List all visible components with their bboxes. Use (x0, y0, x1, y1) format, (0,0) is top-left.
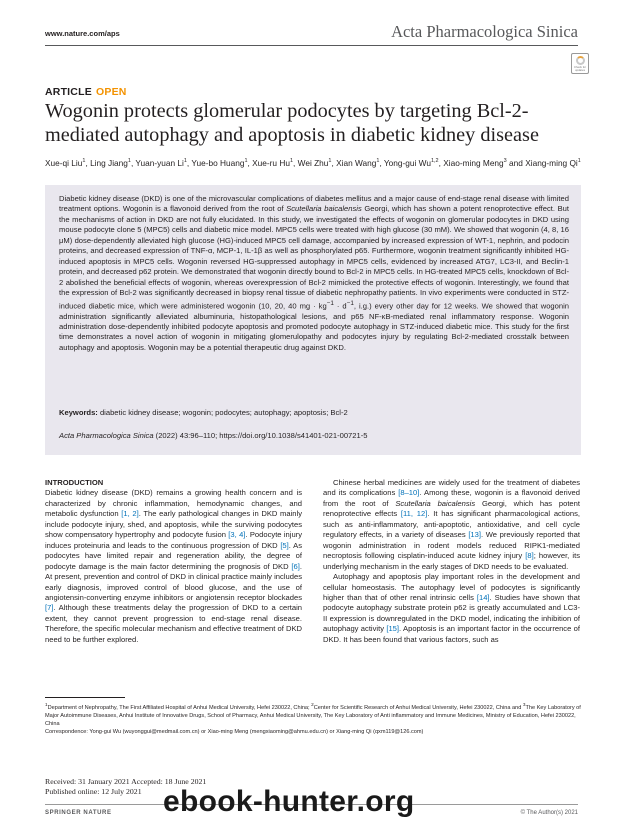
author-name[interactable]: Yuan-yuan Li (135, 157, 184, 168)
affiliations: $^1$Department of Nephropathy, The First Affiliated Hospital of Anhui Medical University, Hefei 230022, China; $^2$Center for Scientific Research of Anhui Medical University, Hefei 230022, China and $^3$The Key Laboratory of Major Autoimmune Diseases, Anhui Institute of Innovative Drugs, School of Pharmacy, Anhui Medical University, The Key Laboratory of Anti inflammatory and Immune Medicines, Ministry of Education, Hefei 230022, China (45, 702, 581, 728)
author-name[interactable]: Ling Jiang (90, 157, 128, 168)
keywords: Keywords: diabetic kidney disease; wogonin; podocytes; autophagy; apoptosis; Bcl-2 (59, 408, 348, 417)
intro-paragraph: Autophagy and apoptosis play important roles in the development and cellular homeostasis. The autophagy level of podocytes is significantly higher than that of other renal intrinsic cells [14]. Studies have shown that podocyte autophagy substrate protein p62 is greatly accumulated and LC3-II expression is downregulated in the DKD model, indicating the inhibition of autophagy activity [15]. Apoptosis is an important factor in the occurrence of DKD. It has been found that various factors, such as (323, 572, 580, 644)
published-online: Published online: 12 July 2021 (45, 786, 142, 796)
reference-link[interactable]: [14] (476, 592, 490, 602)
reference-link[interactable]: [15] (386, 624, 400, 634)
author-affiliation-marker: 1 (328, 158, 332, 164)
intro-left-column (45, 478, 302, 645)
intro-paragraph: Diabetic kidney disease (DKD) remains a growing health concern and is characterized by chronic inflammation, hemodynamic changes, and metabolic dysfunction [1, 2]. The early pathological changes in DKD mainly include podocyte injury, shed, and apoptosis, while the surviving podocytes show compensatory hypertrophy and podocyte fusion [3, 4]. Podocyte injury induces proteinuria and leads to the continuous progression of DKD [5]. As podocytes have limited repair and regeneration ability, the degree of podocyte damage is the main factor determining the prognosis of DKD [6]. At present, prevention and control of DKD in clinical practice mainly includes early diagnosis, improved control of blood glucose, and the use of angiotensin-converting enzyme inhibitors or angiotensin receptor blockades [7]. Although these treatments delay the progression of DKD to a certain extent, they cannot prevent progression to end-stage renal disease. Therefore, the specific molecular mechanism and effective treatment of DKD need to be further explored. (45, 488, 303, 644)
reference-link[interactable]: [8] (525, 551, 534, 561)
reference-link[interactable]: [7] (45, 603, 54, 613)
author-name[interactable]: Yong-gui Wu (383, 157, 431, 168)
author-affiliation-marker: 1 (82, 158, 86, 164)
author-affiliation-marker: 1 (577, 158, 581, 164)
author-affiliation-marker: 1 (376, 158, 380, 164)
check-for-updates-badge[interactable] (571, 53, 589, 74)
section-heading: INTRODUCTION (45, 478, 104, 487)
author-affiliation-marker: 3 (503, 158, 507, 164)
reference-link[interactable]: [5] (280, 540, 289, 550)
reference-link[interactable]: [1, 2] (121, 509, 139, 519)
reference-link[interactable]: [8–10] (398, 488, 420, 498)
publisher-logo: SPRINGER NATURE (45, 810, 112, 816)
citation[interactable]: Acta Pharmacologica Sinica (2022) 43:96–110; https://doi.org/10.1038/s41401-021-00721-5 (59, 431, 368, 440)
author-affiliation-marker: 1,2 (430, 158, 439, 164)
watermark: ebook-hunter.org (163, 785, 415, 818)
correspondence: Correspondence: Yong-gui Wu (wuyonggui@medmail.com.cn) or Xiao-ming Meng (mengxiaoming@ahmu.edu.cn) or Xiang-ming Qi (qxm119@126.com) (45, 729, 424, 735)
update-badge-label: Check for updates (574, 64, 586, 72)
author-affiliation-marker: 1 (183, 158, 187, 164)
abstract-text: Diabetic kidney disease (DKD) is one of the microvascular complications of diabetes mellitus and a major cause of end-stage renal disease with limited treatment options. Wogonin is a flavonoid derived from the root of Scutellaria baicalensis Georgi, which has shown a potent renoprotective effect. But the mechanisms of action in DKD are not fully elucidated. In this study, we investigated the effects of wogonin on glomerular podocytes in DKD using mouse podocyte clone 5 (MPC5) cells and diabetic mice model. MPC5 cells were treated with high glucose (30 mM). We showed that wogonin (4, 8, 16 μM) dose-dependently alleviated high glucose (HG)-induced MPC5 cell damage, accompanied by increased expression of WT-1, nephrin, and podocin proteins, and decreased expression of TNF-α, MCP-1, IL-1β as well as phosphorylated p65. Furthermore, wogonin treatment significantly inhibited HG-induced apoptosis in MPC5 cells. Wogonin reversed HG-suppressed autophagy in MPC5 cells, evidenced by increased ATG7, LC3-II, and Beclin-1 protein, and decreased p62 protein. We demonstrated that wogonin directly bound to Bcl-2 in MPC5 cells. In HG-treated MPC5 cells, knockdown of Bcl-2 abolished the beneficial effects of wogonin, whereas overexpression of Bcl-2 mimicked the protective effects of wogonin. Interestingly, we found that the expression of Bcl-2 was significantly decreased in biopsy renal tissue of diabetic nephropathy patients. In vivo experiments were conducted in STZ-induced diabetic mice, which were administered wogonin (10, 20, 40 mg · $kg^{-1} \cdot d^{-1}$, i.g.) every other day for 12 weeks. We showed that wogonin administration significantly alleviated albuminuria, histopathological lesions, and p65 NF-κB-mediated renal inflammatory response. Wogonin administration dose-dependently inhibited podocyte apoptosis and promoted podocyte autophagy in STZ-induced diabetic mice. This study for the first time demonstrates a novel action of wogonin in mitigating glomerulopathy and podocytes injury by regulating Bcl-2-mediated crosstalk between autophagy and apoptosis. Wogonin may be a potential therapeutic drug against DKD. (59, 194, 570, 352)
update-check-icon (576, 56, 585, 65)
author-name[interactable]: Xiao-ming Meng (443, 157, 504, 168)
received-accepted: Received: 31 January 2021 Accepted: 18 June 2021 (45, 777, 207, 786)
reference-link[interactable]: [3, 4] (228, 530, 246, 540)
affiliation-marker: 3 (522, 702, 526, 707)
author-name[interactable]: Xiang-ming Qi (525, 157, 578, 168)
author-name[interactable]: Xue-qi Liu (45, 157, 83, 168)
author-name[interactable]: Xue-ru Hu (252, 157, 290, 168)
author-affiliation-marker: 1 (127, 158, 131, 164)
reference-link[interactable]: [13] (468, 530, 481, 540)
header-rule (45, 45, 578, 46)
reference-link[interactable]: [6] (291, 561, 300, 571)
footnote-rule (45, 697, 125, 698)
author-name[interactable]: Wei Zhu (297, 157, 329, 168)
author-name[interactable]: Yue-bo Huang (191, 157, 245, 168)
site-url[interactable]: www.nature.com/aps (45, 29, 120, 38)
article-title: Wogonin protects glomerular podocytes by targeting Bcl-2-mediated autophagy and apoptosis in diabetic kidney disease (45, 100, 539, 146)
author-affiliation-marker: 1 (289, 158, 294, 164)
journal-name: Acta Pharmacologica Sinica (391, 22, 578, 41)
author-name[interactable]: Xian Wang (336, 157, 377, 168)
affiliation-marker: 2 (311, 702, 314, 707)
open-access-label: OPEN (96, 86, 127, 98)
copyright: © The Author(s) 2021 (520, 810, 578, 816)
intro-right-column (323, 478, 580, 645)
affiliation-marker: 1 (45, 702, 48, 707)
intro-paragraph: Chinese herbal medicines are widely used for the treatment of diabetes and its complications [8–10]. Among these, wogonin is a flavonoid derived from the root of Scutellaria baicalensis Georgi, which has potent renoprotective effects [11, 12]. It has significant pharmacological actions, such as anti-inflammatory, anti-apoptotic, antioxidative, and cell cycle regulatory effects, in a variety of diseases [13]. We previously reported that wogonin administration in rodent models reduced RIPK1-mediated necroptosis following cisplatin-induced acute kidney injury [8]; however, its underlying mechanism in the early stages of DKD needs to be evaluated. (323, 478, 580, 571)
reference-link[interactable]: [11, 12] (400, 509, 428, 519)
author-list: Xue-qi Liu$^1$, Ling Jiang$^1$, Yuan-yuan Li$^1$, Yue-bo Huang$^1$, Xue-ru Hu$^1$, Wei Zhu$^1$, Xian Wang$^1$, Yong-gui Wu$^{1,2}$, Xiao-ming Meng$^3$ and Xiang-ming Qi$^1$ (45, 157, 581, 168)
author-affiliation-marker: 1 (244, 158, 248, 164)
article-type: ARTICLE (45, 86, 92, 98)
